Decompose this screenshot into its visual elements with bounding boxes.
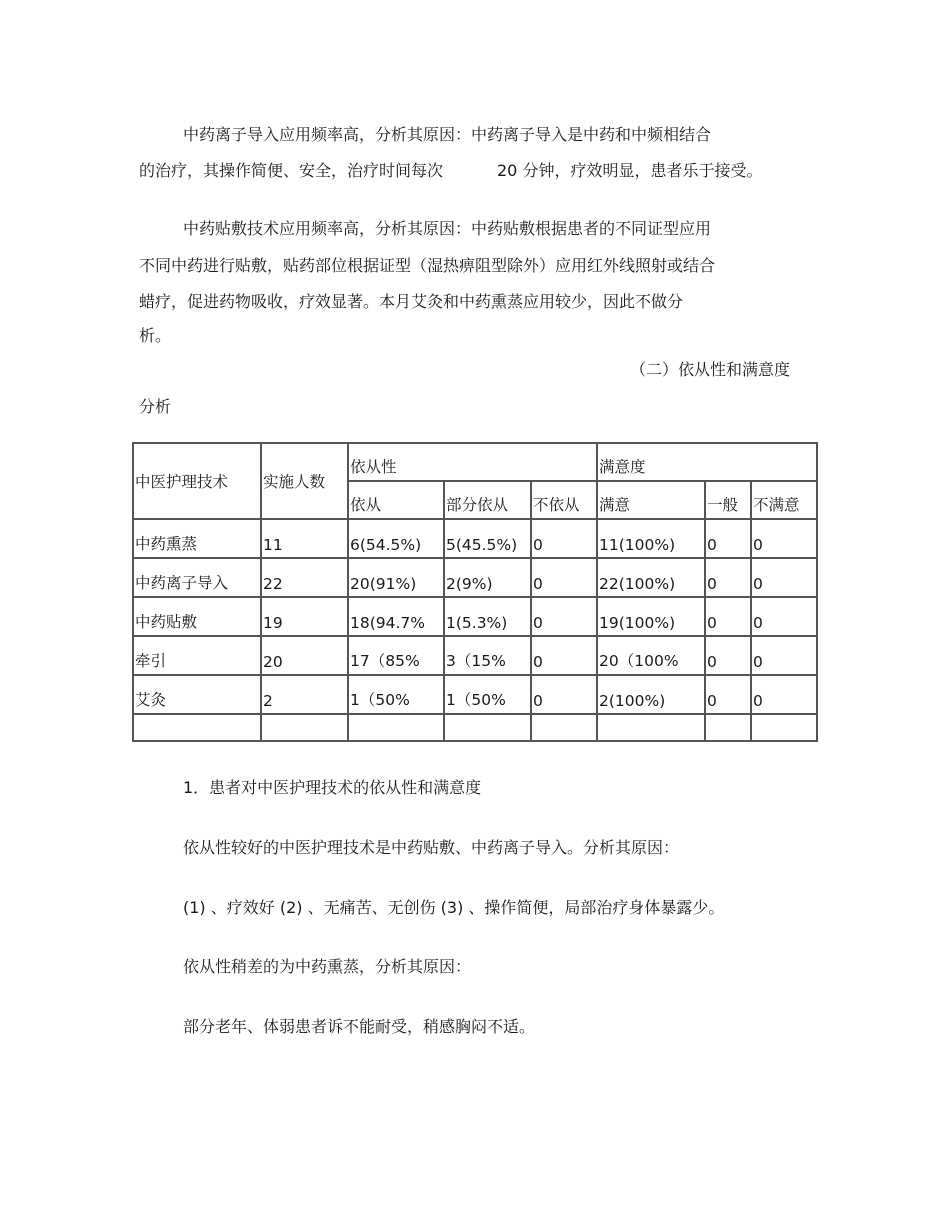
paragraph-1-line-2a: 的治疗，其操作简便、安全，治疗时间每次: [139, 161, 444, 180]
cell-partial: 5(45.5%): [444, 519, 531, 558]
cell-noncompliant: 0: [531, 558, 597, 597]
analysis-good-compliance: 依从性较好的中医护理技术是中药贴敷、中药离子导入。分析其原因：: [183, 838, 680, 857]
paragraph-2-line-3: 蜡疗，促进药物吸收，疗效显著。本月艾灸和中药熏蒸应用较少，因此不做分: [139, 292, 684, 311]
cell-unsatisfied: 0: [751, 597, 817, 636]
cell-partial: 3（15%: [444, 636, 531, 675]
paragraph-2-line-4: 析。: [139, 326, 172, 345]
cell-compliant: 6(54.5%): [348, 519, 444, 558]
cell-average: 0: [705, 597, 751, 636]
section-heading-part-1: （二）依从性和满意度: [630, 360, 791, 379]
cell-technique: 中药贴敷: [133, 597, 261, 636]
cell-noncompliant: 0: [531, 519, 597, 558]
paragraph-1-line-2b: 20 分钟，疗效明显，患者乐于接受。: [497, 161, 763, 180]
cell-count: 2: [261, 675, 348, 714]
subheader-compliant: 依从: [348, 481, 444, 519]
paragraph-2-line-1: 中药贴敷技术应用频率高，分析其原因：中药贴敷根据患者的不同证型应用: [183, 219, 712, 238]
table-row: [133, 636, 817, 675]
cell-noncompliant: 0: [531, 675, 597, 714]
cell-average: 0: [705, 519, 751, 558]
cell-satisfied: 22(100%): [597, 558, 705, 597]
cell-technique: 中药熏蒸: [133, 519, 261, 558]
cell-compliant: 18(94.7%: [348, 597, 444, 636]
cell-partial: 1（50%: [444, 675, 531, 714]
cell-satisfied: 2(100%): [597, 675, 705, 714]
cell-unsatisfied: 0: [751, 636, 817, 675]
cell-unsatisfied: 0: [751, 519, 817, 558]
section-heading-part-2: 分析: [139, 397, 172, 416]
cell-satisfied: 19(100%): [597, 597, 705, 636]
cell-average: 0: [705, 558, 751, 597]
table-row: [133, 597, 817, 636]
cell-partial: 1(5.3%): [444, 597, 531, 636]
subheader-satisfied: 满意: [597, 481, 705, 519]
cell-noncompliant: 0: [531, 636, 597, 675]
header-satisfaction: 满意度: [597, 443, 817, 481]
cell-average: 0: [705, 675, 751, 714]
table-row: [133, 675, 817, 714]
header-compliance: 依从性: [348, 443, 597, 481]
table-row: [133, 558, 817, 597]
header-count: 实施人数: [261, 443, 348, 519]
cell-noncompliant: 0: [531, 597, 597, 636]
paragraph-2-line-2: 不同中药进行贴敷，贴药部位根据证型（湿热痹阻型除外）应用红外线照射或结合: [139, 256, 716, 275]
cell-compliant: 17（85%: [348, 636, 444, 675]
table-header-row-1: [133, 443, 817, 481]
analysis-poor-reason: 部分老年、体弱患者诉不能耐受，稍感胸闷不适。: [183, 1017, 536, 1036]
analysis-reasons: (1) 、疗效好 (2) 、无痛苦、无创伤 (3) 、操作简便，局部治疗身体暴露少。: [183, 898, 725, 917]
paragraph-1-line-1: 中药离子导入应用频率高，分析其原因：中药离子导入是中药和中频相结合: [183, 125, 712, 144]
cell-satisfied: 20（100%: [597, 636, 705, 675]
cell-compliant: 1（50%: [348, 675, 444, 714]
cell-count: 22: [261, 558, 348, 597]
cell-satisfied: 11(100%): [597, 519, 705, 558]
cell-count: 11: [261, 519, 348, 558]
cell-average: 0: [705, 636, 751, 675]
subheader-partial: 部分依从: [444, 481, 531, 519]
cell-technique: 艾灸: [133, 675, 261, 714]
cell-compliant: 20(91%): [348, 558, 444, 597]
header-technique: 中医护理技术: [133, 443, 261, 519]
cell-count: 19: [261, 597, 348, 636]
subheader-noncompliant: 不依从: [531, 481, 597, 519]
cell-technique: 牵引: [133, 636, 261, 675]
subheader-unsatisfied: 不满意: [751, 481, 817, 519]
cell-unsatisfied: 0: [751, 558, 817, 597]
cell-partial: 2(9%): [444, 558, 531, 597]
subheader-average: 一般: [705, 481, 751, 519]
cell-count: 20: [261, 636, 348, 675]
table-row: [133, 519, 817, 558]
analysis-poor-compliance: 依从性稍差的为中药熏蒸，分析其原因：: [183, 957, 472, 976]
analysis-item-heading: 1．患者对中医护理技术的依从性和满意度: [183, 778, 482, 797]
cell-unsatisfied: 0: [751, 675, 817, 714]
cell-technique: 中药离子导入: [133, 558, 261, 597]
table-row-empty: [133, 714, 817, 741]
compliance-satisfaction-table: [132, 442, 818, 742]
